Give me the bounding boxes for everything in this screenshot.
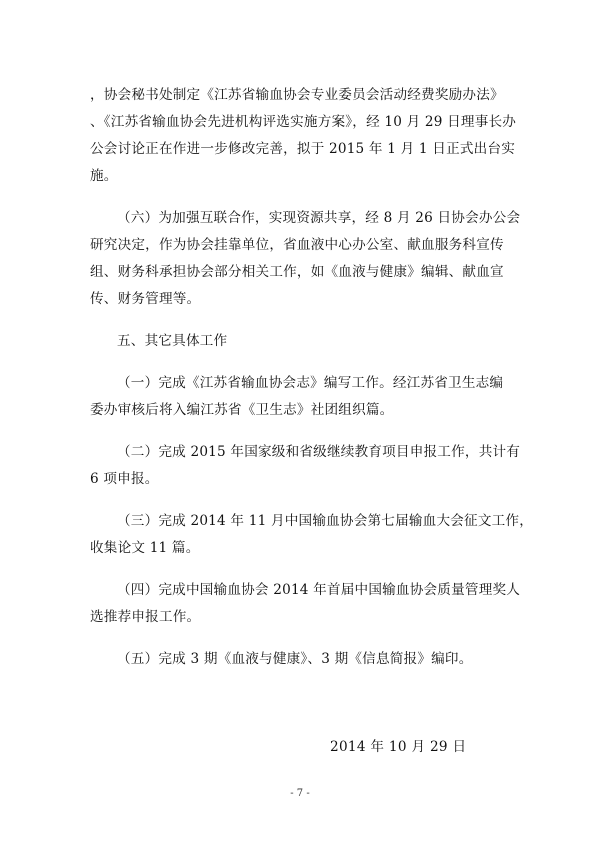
paragraph-line: 施。 — [90, 168, 118, 184]
paragraph-line: ，协会秘书处制定《江苏省输血协会专业委员会活动经费奖励办法》 — [90, 87, 504, 103]
paragraph-line: （二）完成 2015 年国家级和省级继续教育项目申报工作，共计有 — [117, 444, 521, 460]
paragraph-line: （四）完成中国输血协会 2014 年首届中国输血协会质量管理奖人 — [117, 582, 521, 598]
section-heading: 五、其它具体工作 — [117, 333, 228, 349]
paragraph-line: （六）为加强互联合作，实现资源共享，经 8 月 26 日协会办公会 — [117, 210, 521, 226]
paragraph-line: 选推荐申报工作。 — [90, 609, 201, 625]
paragraph-line: 公会讨论正在作进一步修改完善，拟于 2015 年 1 月 1 日正式出台实 — [90, 141, 516, 157]
paragraph-line: 、《江苏省输血协会先进机构评选实施方案》，经 10 月 29 日理事长办 — [90, 114, 517, 130]
paragraph-line: （五）完成 3 期《血液与健康》、3 期《信息简报》编印。 — [117, 651, 473, 667]
document-date: 2014 年 10 月 29 日 — [330, 739, 467, 755]
paragraph-line: 收集论文 11 篇。 — [90, 540, 200, 556]
paragraph-line: 委办审核后将入编江苏省《卫生志》社团组织篇。 — [90, 402, 394, 418]
paragraph-line: 研究决定，作为协会挂靠单位，省血液中心办公室、献血服务科宣传 — [90, 237, 504, 253]
paragraph-line: 6 项申报。 — [90, 471, 159, 487]
paragraph-line: （一）完成《江苏省输血协会志》编写工作。经江苏省卫生志编 — [117, 375, 504, 391]
page-number: - 7 - — [290, 788, 310, 799]
paragraph-line: 组、财务科承担协会部分相关工作，如《血液与健康》编辑、献血宣 — [90, 264, 504, 280]
paragraph-line: 传、财务管理等。 — [90, 291, 201, 307]
paragraph-line: （三）完成 2014 年 11 月中国输血协会第七届输血大会征文工作， — [117, 513, 534, 529]
